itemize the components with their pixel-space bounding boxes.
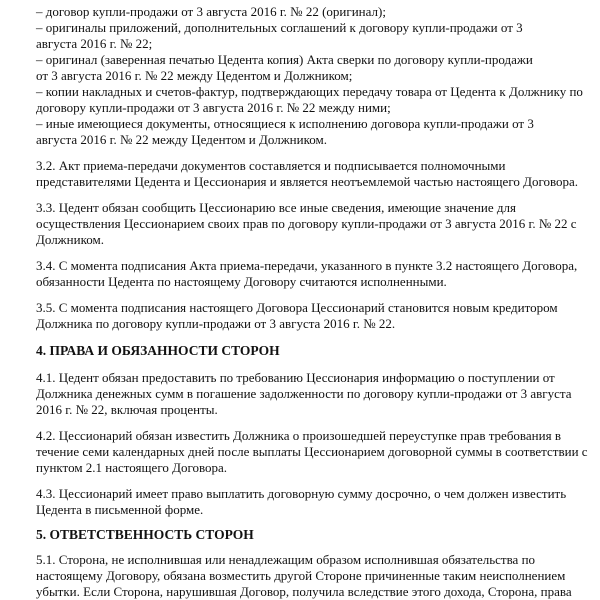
clause-4-2-line-3: пунктом 2.1 настоящего Договора. [36, 460, 228, 475]
clause-3-4-line-1: 3.4. С момента подписания Акта приема-передачи, указанного в пункте 3.2 настоящего Договора, [36, 258, 578, 273]
clause-3-2-line-2: представителями Цедента и Цессионария и является неотъемлемой частью настоящего Договора. [36, 174, 579, 189]
clause-5-1-line-3: убытки. Если Сторона, нарушившая Договор, получила вследствие этого дохода, Сторона, права [36, 584, 572, 599]
clause-4-2-line-1: 4.2. Цессионарий обязан известить Должника о произошедшей переуступке прав требования в [36, 428, 561, 443]
list-item-attachments-line-2: августа 2016 г. № 22; [36, 36, 153, 51]
list-item-invoices-line-1: – копии накладных и счетов-фактур, подтверждающих передачу товара от Цедента к Должнику по [36, 84, 583, 99]
list-item-attachments-line-1: – оригиналы приложений, дополнительных соглашений к договору купли-продажи от 3 [36, 20, 523, 35]
clause-4-2-line-2: течение семи календарных дней после выплаты Цессионарием договорной суммы в соответствии с [36, 444, 588, 459]
section-4-heading: 4. ПРАВА И ОБЯЗАННОСТИ СТОРОН [36, 343, 280, 358]
section-5-heading: 5. ОТВЕТСТВЕННОСТЬ СТОРОН [36, 527, 254, 542]
clause-3-3-line-1: 3.3. Цедент обязан сообщить Цессионарию все иные сведения, имеющие значение для [36, 200, 516, 215]
clause-3-4-line-2: обязанности Цедента по настоящему Договору считаются исполненными. [36, 274, 447, 289]
clause-4-1-line-2: Должника денежных сумм в погашение задолженности по договору купли-продажи от 3 августа [36, 386, 572, 401]
list-item-other-docs-line-2: августа 2016 г. № 22 между Цедентом и Должником. [36, 132, 327, 147]
clause-3-5-line-1: 3.5. С момента подписания настоящего Договора Цессионарий становится новым кредитором [36, 300, 558, 315]
list-item-invoices-line-2: договору купли-продажи от 3 августа 2016 г. № 22 между ними; [36, 100, 391, 115]
clause-3-3-line-3: Должником. [36, 232, 104, 247]
list-item-other-docs-line-1: – иные имеющиеся документы, относящиеся к исполнению договора купли-продажи от 3 [36, 116, 534, 131]
clause-3-5-line-2: Должника по договору купли-продажи от 3 августа 2016 г. № 22. [36, 316, 396, 331]
clause-5-1-line-1: 5.1. Сторона, не исполнившая или ненадлежащим образом исполнившая обязательства по [36, 552, 536, 567]
clause-4-3-line-2: Цедента в письменной форме. [36, 502, 204, 517]
clause-3-3-line-2: осуществления Цессионарием своих прав по договору купли-продажи от 3 августа 2016 г. № 22 с [36, 216, 577, 231]
list-item-contract-original: – договор купли-продажи от 3 августа 2016 г. № 22 (оригинал); [36, 4, 386, 19]
clause-5-1-line-2: настоящему Договору, обязана возместить другой Стороне причиненные таким неисполнением [36, 568, 566, 583]
list-item-reconciliation-line-2: от 3 августа 2016 г. № 22 между Цедентом и Должником; [36, 68, 353, 83]
clause-3-2-line-1: 3.2. Акт приема-передачи документов составляется и подписывается полномочными [36, 158, 506, 173]
clause-4-1-line-3: 2016 г. № 22, включая проценты. [36, 402, 218, 417]
clause-4-1-line-1: 4.1. Цедент обязан предоставить по требованию Цессионария информацию о поступлении от [36, 370, 555, 385]
list-item-reconciliation-line-1: – оригинал (заверенная печатью Цедента копия) Акта сверки по договору купли-продажи [36, 52, 533, 67]
clause-4-3-line-1: 4.3. Цессионарий имеет право выплатить договорную сумму досрочно, о чем должен известить [36, 486, 567, 501]
